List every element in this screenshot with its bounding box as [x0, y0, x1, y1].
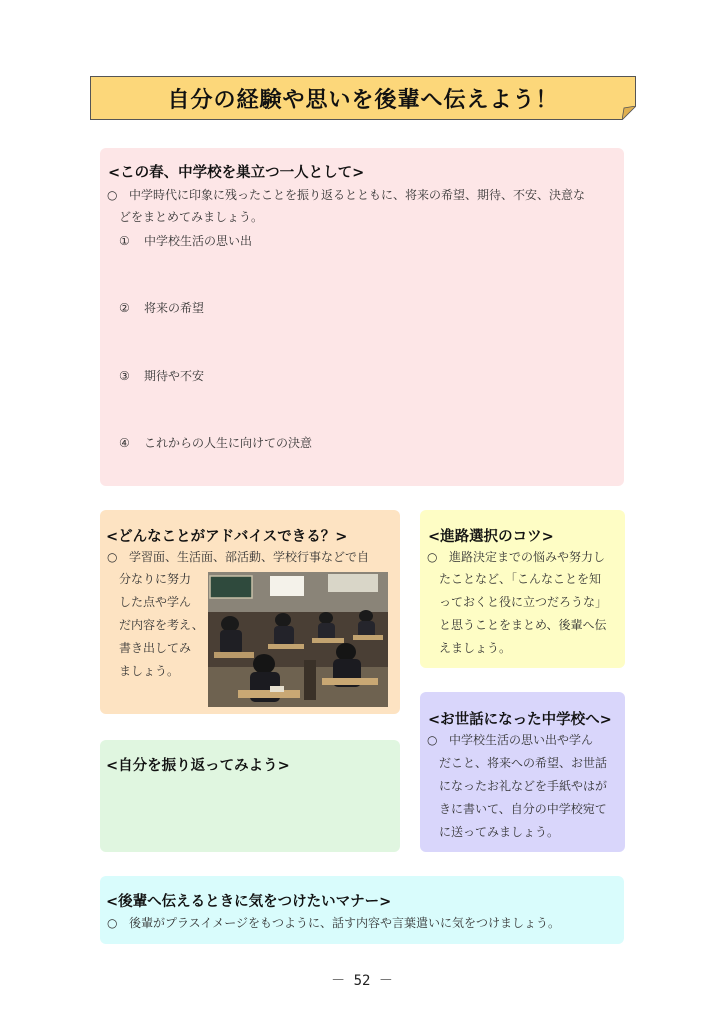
tips-section	[420, 510, 625, 668]
bullet-circle-icon: ○	[107, 188, 118, 202]
page-title: 自分の経験や思いを後輩へ伝えよう！	[167, 87, 559, 113]
spring-item-resolution	[119, 434, 312, 451]
tips-line-5: えましょう。	[439, 641, 512, 655]
tips-text-1: 進路決定までの悩みや努力し	[449, 550, 606, 564]
advice-section	[100, 510, 400, 714]
tips-line-1	[427, 546, 605, 570]
school-line-4: きに書いて、自分の中学校宛て	[439, 802, 607, 816]
tips-line-4: と思うことをまとめ、後輩へ伝	[439, 618, 607, 632]
school-text-1: 中学校生活の思い出や学ん	[449, 733, 594, 747]
reflect-title: <自分を振り返ってみよう>	[106, 758, 290, 774]
spring-intro-text-1: 中学時代に印象に残ったことを振り返るとともに、将来の希望、期待、不安、決意な	[129, 188, 586, 202]
manner-line-1	[107, 912, 560, 936]
school-line-3: になったお礼などを手紙やはが	[439, 779, 608, 793]
advice-line-5: 書き出してみ	[119, 641, 192, 655]
spring-intro-line-1	[107, 184, 585, 208]
advice-line-4: だ内容を考え、	[119, 618, 204, 632]
spring-item-expectations	[119, 367, 204, 384]
spring-title: <この春、中学校を巣立つ一人として>	[108, 165, 365, 181]
page-number: － 52 －	[331, 973, 393, 989]
spring-intro-line-2: どをまとめてみましょう。	[119, 210, 264, 224]
advice-line-6: ましょう。	[119, 664, 180, 678]
spring-item-memories	[119, 232, 252, 249]
bullet-circle-icon: ○	[427, 733, 438, 747]
item-label: これからの人生に向けての決意	[144, 436, 313, 450]
advice-title: <どんなことがアドバイスできる？>	[106, 529, 348, 545]
item-number: ②	[119, 301, 130, 315]
advice-line-3: した点や学ん	[119, 595, 192, 609]
school-line-5: に送ってみましょう。	[439, 825, 560, 839]
classroom-photo-illustration	[208, 572, 388, 707]
spring-section	[100, 148, 624, 486]
item-label: 中学校生活の思い出	[144, 234, 253, 248]
school-section	[420, 692, 625, 852]
title-banner	[90, 76, 636, 120]
reflect-section	[100, 740, 400, 852]
bullet-circle-icon: ○	[427, 550, 438, 564]
school-line-2: だこと、将来への希望、お世話	[439, 756, 608, 770]
advice-text-1: 学習面、生活面、部活動、学校行事などで自	[129, 550, 370, 564]
item-label: 期待や不安	[144, 369, 205, 383]
manner-text: 後輩がプラスイメージをもつように、話す内容や言葉遣いに気をつけましょう。	[129, 916, 561, 930]
item-number: ④	[119, 436, 130, 450]
folded-corner-icon	[622, 106, 636, 120]
school-title: <お世話になった中学校へ>	[428, 712, 612, 728]
tips-title: <進路選択のコツ>	[428, 529, 554, 545]
spring-item-hopes	[119, 299, 204, 316]
tips-line-2: たことなど、「こんなことを知	[439, 572, 602, 586]
bullet-circle-icon: ○	[107, 550, 118, 564]
manner-section	[100, 876, 624, 944]
manner-title: <後輩へ伝えるときに気をつけたいマナー>	[106, 894, 392, 910]
item-number: ①	[119, 234, 130, 248]
item-label: 将来の希望	[144, 301, 205, 315]
advice-line-1	[107, 546, 369, 570]
item-number: ③	[119, 369, 130, 383]
tips-line-3: っておくと役に立つだろうな」	[439, 595, 608, 609]
bullet-circle-icon: ○	[107, 916, 118, 930]
school-line-1	[427, 729, 593, 753]
advice-line-2: 分なりに努力	[119, 572, 192, 586]
classroom-photo	[208, 572, 388, 707]
